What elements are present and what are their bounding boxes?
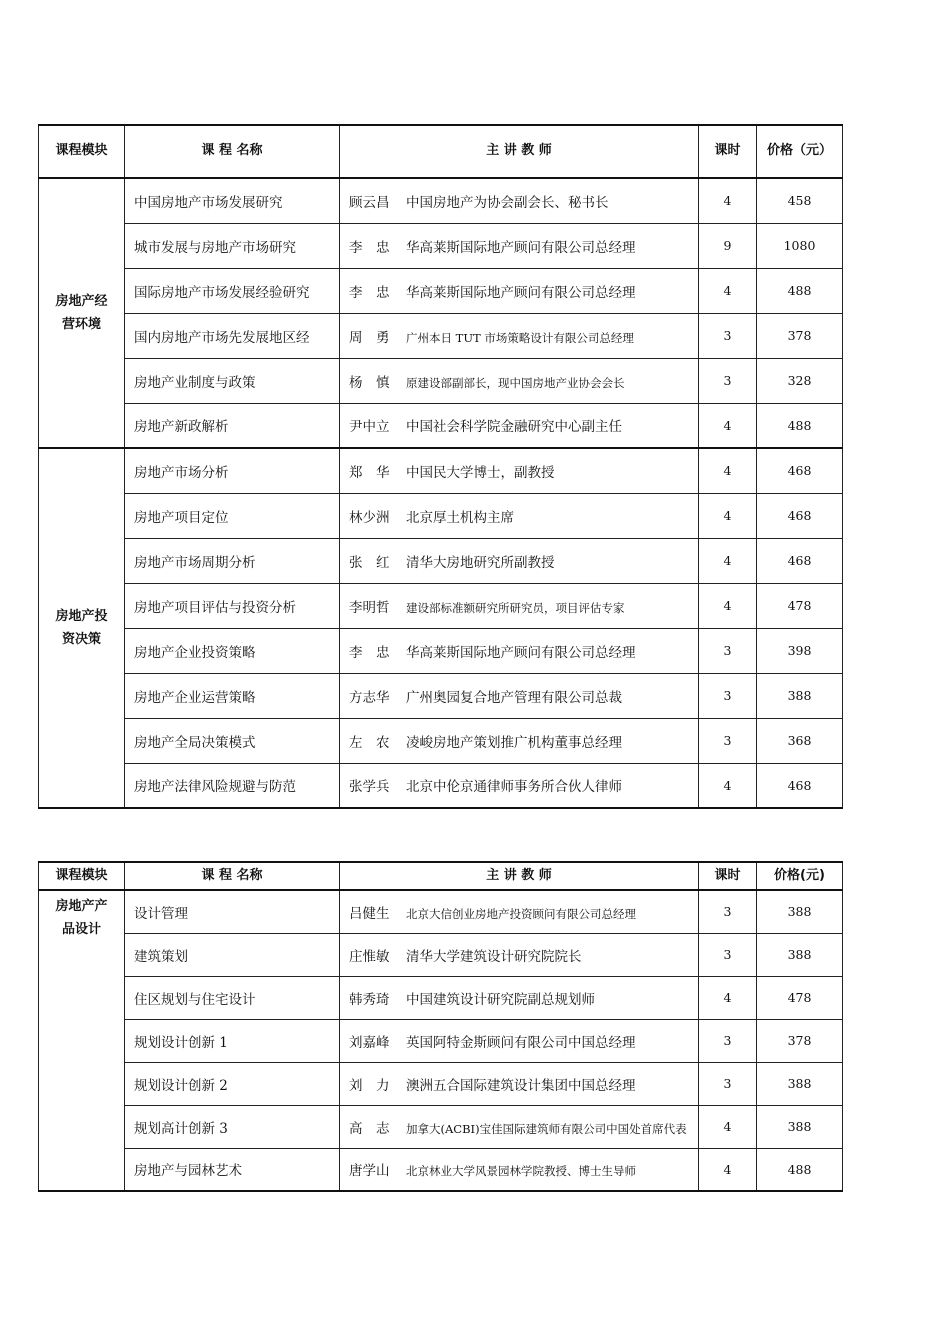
price-cell: 468 bbox=[757, 448, 843, 493]
course-name: 规划设计创新 2 bbox=[125, 1062, 340, 1105]
hours-cell: 4 bbox=[699, 1105, 757, 1148]
teacher-name: 张 红 bbox=[349, 554, 390, 571]
header-module: 课程模块 bbox=[39, 125, 125, 178]
header-price: 价格（元） bbox=[757, 125, 843, 178]
teacher-title: 中国社会科学院金融研究中心副主任 bbox=[406, 419, 622, 436]
price-cell: 388 bbox=[757, 1062, 843, 1105]
course-name: 房地产新政解析 bbox=[125, 403, 340, 448]
price-cell: 388 bbox=[757, 1105, 843, 1148]
course-name: 城市发展与房地产市场研究 bbox=[125, 223, 340, 268]
header-hours: 课时 bbox=[699, 125, 757, 178]
price-cell: 368 bbox=[757, 718, 843, 763]
course-name: 国际房地产市场发展经验研究 bbox=[125, 268, 340, 313]
teacher-title: 北京厚土机构主席 bbox=[406, 509, 514, 526]
module-name: 房地产经营环境 bbox=[55, 293, 108, 332]
teacher-cell bbox=[340, 538, 699, 583]
price-cell: 398 bbox=[757, 628, 843, 673]
teacher-title: 中国民大学博士，副教授 bbox=[406, 464, 555, 481]
table-row bbox=[39, 493, 843, 538]
teacher-cell bbox=[340, 1019, 699, 1062]
hours-cell: 3 bbox=[699, 933, 757, 976]
price-cell: 468 bbox=[757, 493, 843, 538]
teacher-name: 唐学山 bbox=[349, 1163, 390, 1180]
teacher-name: 韩秀琦 bbox=[349, 991, 390, 1008]
teacher-name: 庄惟敏 bbox=[349, 948, 390, 965]
table-row bbox=[39, 448, 843, 493]
hours-cell: 4 bbox=[699, 1148, 757, 1191]
teacher-name: 尹中立 bbox=[349, 419, 390, 436]
table-row bbox=[39, 1105, 843, 1148]
teacher-title: 加拿大(ACBI)宝佳国际建筑师有限公司中国处首席代表 bbox=[406, 1121, 687, 1136]
teacher-cell bbox=[340, 1148, 699, 1191]
course-name: 国内房地产市场先发展地区经 bbox=[125, 313, 340, 358]
price-cell: 378 bbox=[757, 1019, 843, 1062]
hours-cell: 3 bbox=[699, 718, 757, 763]
teacher-cell bbox=[340, 718, 699, 763]
price-cell: 478 bbox=[757, 976, 843, 1019]
price-cell: 468 bbox=[757, 538, 843, 583]
course-name: 房地产与园林艺术 bbox=[125, 1148, 340, 1191]
table-row bbox=[39, 403, 843, 448]
teacher-name: 方志华 bbox=[349, 689, 390, 706]
course-name: 房地产法律风险规避与防范 bbox=[125, 763, 340, 808]
teacher-cell bbox=[340, 358, 699, 403]
price-cell: 478 bbox=[757, 583, 843, 628]
teacher-cell bbox=[340, 673, 699, 718]
hours-cell: 3 bbox=[699, 358, 757, 403]
hours-cell: 4 bbox=[699, 178, 757, 223]
price-cell: 388 bbox=[757, 890, 843, 933]
table-row bbox=[39, 890, 843, 933]
teacher-title: 清华大学建筑设计研究院院长 bbox=[406, 948, 582, 965]
hours-cell: 3 bbox=[699, 673, 757, 718]
teacher-cell bbox=[340, 403, 699, 448]
teacher-title: 澳洲五合国际建筑设计集团中国总经理 bbox=[406, 1077, 636, 1094]
course-name: 房地产市场分析 bbox=[125, 448, 340, 493]
module-cell bbox=[39, 448, 125, 808]
hours-cell: 3 bbox=[699, 1019, 757, 1062]
teacher-cell bbox=[340, 223, 699, 268]
table-row bbox=[39, 763, 843, 808]
course-name: 房地产市场周期分析 bbox=[125, 538, 340, 583]
module-cell bbox=[39, 890, 125, 1191]
course-name: 房地产项目定位 bbox=[125, 493, 340, 538]
teacher-name: 李 忠 bbox=[349, 239, 390, 256]
header-teacher: 主 讲 教 师 bbox=[340, 862, 699, 890]
teacher-title: 广州奥园复合地产管理有限公司总裁 bbox=[406, 689, 622, 706]
teacher-name: 周 勇 bbox=[349, 329, 390, 346]
teacher-cell bbox=[340, 493, 699, 538]
header-hours: 课时 bbox=[699, 862, 757, 890]
hours-cell: 9 bbox=[699, 223, 757, 268]
module-cell bbox=[39, 178, 125, 448]
teacher-title: 英国阿特金斯顾问有限公司中国总经理 bbox=[406, 1034, 636, 1051]
teacher-cell bbox=[340, 313, 699, 358]
teacher-cell bbox=[340, 933, 699, 976]
course-name: 房地产项目评估与投资分析 bbox=[125, 583, 340, 628]
teacher-title: 凌峻房地产策划推广机构董事总经理 bbox=[406, 734, 622, 751]
hours-cell: 4 bbox=[699, 403, 757, 448]
course-name: 房地产全局决策模式 bbox=[125, 718, 340, 763]
table-row bbox=[39, 223, 843, 268]
header-row bbox=[39, 862, 843, 890]
header-module: 课程模块 bbox=[39, 862, 125, 890]
table-row bbox=[39, 976, 843, 1019]
teacher-name: 刘 力 bbox=[349, 1077, 390, 1094]
course-name: 房地产企业运营策略 bbox=[125, 673, 340, 718]
table-row bbox=[39, 358, 843, 403]
teacher-cell bbox=[340, 763, 699, 808]
table-row bbox=[39, 583, 843, 628]
header-row bbox=[39, 125, 843, 178]
teacher-cell bbox=[340, 583, 699, 628]
price-cell: 378 bbox=[757, 313, 843, 358]
teacher-name: 李 忠 bbox=[349, 284, 390, 301]
table-row bbox=[39, 1148, 843, 1191]
table-row bbox=[39, 718, 843, 763]
table-row bbox=[39, 628, 843, 673]
teacher-cell bbox=[340, 890, 699, 933]
price-cell: 488 bbox=[757, 403, 843, 448]
table-row bbox=[39, 538, 843, 583]
teacher-title: 广州本日 TUT 市场策略设计有限公司总经理 bbox=[406, 330, 634, 345]
teacher-cell bbox=[340, 268, 699, 313]
price-cell: 488 bbox=[757, 268, 843, 313]
header-course: 课 程 名称 bbox=[125, 862, 340, 890]
teacher-name: 杨 慎 bbox=[349, 374, 390, 391]
teacher-cell bbox=[340, 178, 699, 223]
teacher-name: 林少洲 bbox=[349, 509, 390, 526]
teacher-cell bbox=[340, 1105, 699, 1148]
teacher-title: 中国房地产为协会副会长、秘书长 bbox=[406, 194, 609, 211]
teacher-title: 北京大信创业房地产投资顾问有限公司总经理 bbox=[406, 906, 636, 921]
hours-cell: 4 bbox=[699, 583, 757, 628]
price-cell: 488 bbox=[757, 1148, 843, 1191]
teacher-name: 高 志 bbox=[349, 1120, 390, 1137]
course-table-2 bbox=[38, 861, 843, 1192]
teacher-name: 吕健生 bbox=[349, 905, 390, 922]
table-row bbox=[39, 1062, 843, 1105]
hours-cell: 3 bbox=[699, 313, 757, 358]
course-name: 规划设计创新 1 bbox=[125, 1019, 340, 1062]
hours-cell: 4 bbox=[699, 268, 757, 313]
teacher-cell bbox=[340, 976, 699, 1019]
hours-cell: 3 bbox=[699, 1062, 757, 1105]
table-row bbox=[39, 1019, 843, 1062]
teacher-title: 北京中伦京通律师事务所合伙人律师 bbox=[406, 779, 622, 796]
course-table-1 bbox=[38, 124, 843, 809]
teacher-title: 建设部标准额研究所研究员，项目评估专家 bbox=[406, 600, 625, 615]
hours-cell: 4 bbox=[699, 493, 757, 538]
teacher-name: 郑 华 bbox=[349, 464, 390, 481]
table-row bbox=[39, 673, 843, 718]
hours-cell: 4 bbox=[699, 538, 757, 583]
price-cell: 328 bbox=[757, 358, 843, 403]
teacher-name: 顾云昌 bbox=[349, 194, 390, 211]
price-cell: 468 bbox=[757, 763, 843, 808]
table-row bbox=[39, 178, 843, 223]
price-cell: 1080 bbox=[757, 223, 843, 268]
teacher-name: 李明哲 bbox=[349, 599, 390, 616]
header-teacher: 主 讲 教 师 bbox=[340, 125, 699, 178]
teacher-title: 华高莱斯国际地产顾问有限公司总经理 bbox=[406, 239, 636, 256]
teacher-title: 清华大房地研究所副教授 bbox=[406, 554, 555, 571]
teacher-title: 华高莱斯国际地产顾问有限公司总经理 bbox=[406, 284, 636, 301]
teacher-title: 中国建筑设计研究院副总规划师 bbox=[406, 991, 595, 1008]
teacher-name: 左 农 bbox=[349, 734, 390, 751]
teacher-title: 北京林业大学风景园林学院教授、博士生导师 bbox=[406, 1164, 636, 1179]
hours-cell: 4 bbox=[699, 448, 757, 493]
course-name: 住区规划与住宅设计 bbox=[125, 976, 340, 1019]
teacher-title: 华高莱斯国际地产顾问有限公司总经理 bbox=[406, 644, 636, 661]
table-row bbox=[39, 313, 843, 358]
hours-cell: 3 bbox=[699, 628, 757, 673]
course-name: 设计管理 bbox=[125, 890, 340, 933]
teacher-cell bbox=[340, 448, 699, 493]
hours-cell: 3 bbox=[699, 890, 757, 933]
teacher-name: 李 忠 bbox=[349, 644, 390, 661]
teacher-cell bbox=[340, 1062, 699, 1105]
teacher-name: 刘嘉峰 bbox=[349, 1034, 390, 1051]
teacher-cell bbox=[340, 628, 699, 673]
hours-cell: 4 bbox=[699, 976, 757, 1019]
price-cell: 388 bbox=[757, 673, 843, 718]
hours-cell: 4 bbox=[699, 763, 757, 808]
price-cell: 458 bbox=[757, 178, 843, 223]
table-row bbox=[39, 933, 843, 976]
course-name: 建筑策划 bbox=[125, 933, 340, 976]
course-name: 规划高计创新 3 bbox=[125, 1105, 340, 1148]
course-name: 房地产企业投资策略 bbox=[125, 628, 340, 673]
header-course: 课 程 名称 bbox=[125, 125, 340, 178]
module-name: 房地产产品设计 bbox=[55, 899, 108, 938]
course-name: 房地产业制度与政策 bbox=[125, 358, 340, 403]
price-cell: 388 bbox=[757, 933, 843, 976]
table-row bbox=[39, 268, 843, 313]
teacher-name: 张学兵 bbox=[349, 779, 390, 796]
header-price: 价格(元) bbox=[757, 862, 843, 890]
course-name: 中国房地产市场发展研究 bbox=[125, 178, 340, 223]
module-name: 房地产投资决策 bbox=[55, 608, 108, 647]
teacher-title: 原建设部副部长，现中国房地产业协会会长 bbox=[406, 375, 625, 390]
